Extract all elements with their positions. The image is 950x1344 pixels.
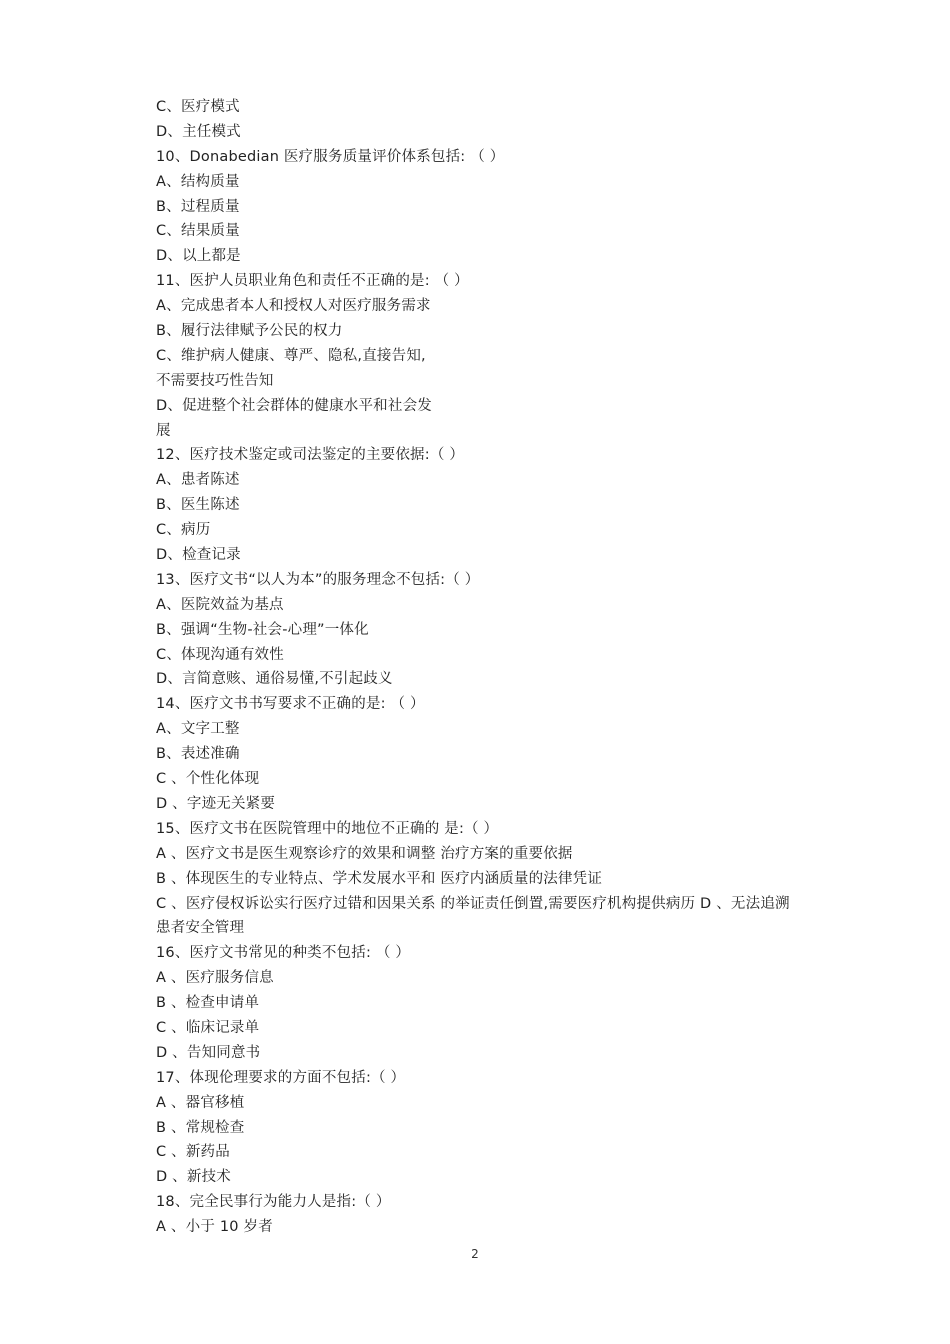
text-line: 15、医疗文书在医院管理中的地位不正确的 是:（ ） [156,820,499,837]
text-line: A 、器官移植 [156,1094,245,1111]
text-line: A、患者陈述 [156,472,240,489]
text-line: D、以上都是 [156,248,241,265]
text-line: D、检查记录 [156,547,241,564]
text-line: A、完成患者本人和授权人对医疗服务需求 [156,298,431,315]
text-line: C 、新药品 [156,1144,230,1161]
text-line: C 、个性化体现 [156,771,260,788]
text-line: B 、常规检查 [156,1119,245,1136]
text-line: 18、完全民事行为能力人是指:（ ） [156,1194,391,1211]
document-body [156,95,836,1240]
text-line: 10、Donabedian 医疗服务质量评价体系包括: （ ） [156,148,505,165]
text-line: C、体现沟通有效性 [156,646,284,663]
text-line: C、病历 [156,522,211,539]
text-line: C、维护病人健康、尊严、隐私,直接告知, [156,347,426,364]
text-line: D、言简意赅、通俗易懂,不引起歧义 [156,671,393,688]
text-line: C 、医疗侵权诉讼实行医疗过错和因果关系 的举证责任倒置,需要医疗机构提供病历 D 、无法追溯 [156,895,790,912]
text-line: D、主任模式 [156,123,241,140]
page-number: 2 [471,1247,479,1261]
text-line: 16、医疗文书常见的种类不包括: （ ） [156,945,411,962]
text-line: D 、告知同意书 [156,1044,261,1061]
text-line: A、结构质量 [156,173,240,190]
text-line: D、促进整个社会群体的健康水平和社会发 [156,397,432,414]
text-line: 不需要技巧性告知 [156,372,274,389]
text-line: C 、临床记录单 [156,1019,260,1036]
text-line: D 、新技术 [156,1169,231,1186]
text-line: B 、检查申请单 [156,995,260,1012]
text-line: 13、医疗文书“以人为本”的服务理念不包括:（ ） [156,571,480,588]
text-line: B、强调“生物-社会-心理”一体化 [156,621,369,638]
text-line: 展 [156,422,171,439]
text-line: B、过程质量 [156,198,240,215]
text-line: B、履行法律赋予公民的权力 [156,323,343,340]
text-line: D 、字迹无关紧要 [156,795,276,812]
text-line: A 、医疗文书是医生观察诊疗的效果和调整 治疗方案的重要依据 [156,845,573,862]
text-line: C、结果质量 [156,223,240,240]
text-line: C、医疗模式 [156,99,240,115]
text-line: 12、医疗技术鉴定或司法鉴定的主要依据:（ ） [156,447,465,464]
text-line: B 、体现医生的专业特点、学术发展水平和 医疗内涵质量的法律凭证 [156,870,603,887]
text-line: A 、医疗服务信息 [156,970,274,987]
text-line: 17、体现伦理要求的方面不包括:（ ） [156,1069,406,1086]
text-line: 患者安全管理 [156,920,245,937]
text-line: 14、医疗文书书写要求不正确的是: （ ） [156,696,425,713]
text-line: 11、医护人员职业角色和责任不正确的是: （ ） [156,273,469,290]
text-line: A、医院效益为基点 [156,596,284,613]
text-line: B、医生陈述 [156,497,240,514]
text-line: A、文字工整 [156,721,240,738]
text-line: A 、小于 10 岁者 [156,1219,273,1236]
text-line: B、表述准确 [156,746,240,763]
